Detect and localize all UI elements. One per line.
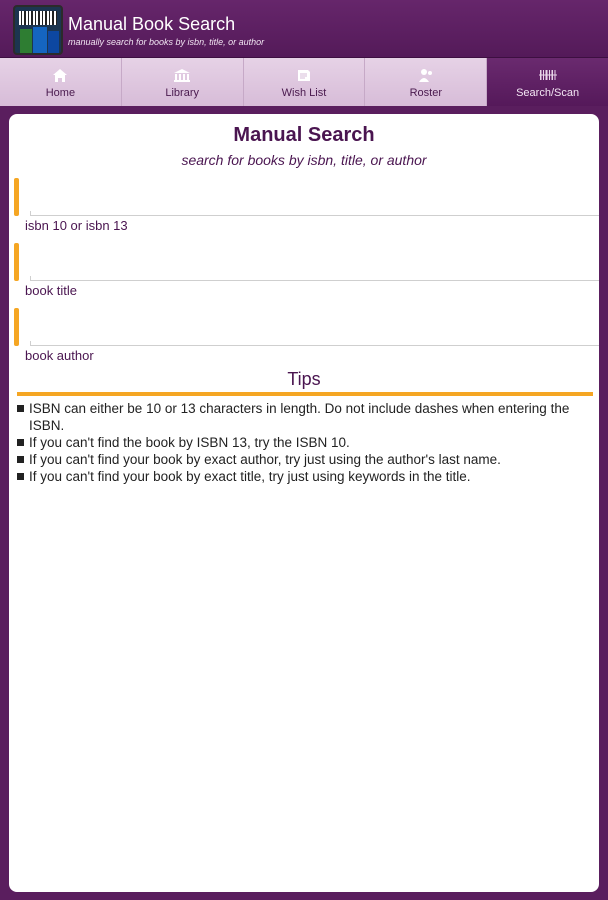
wishlist-icon <box>295 67 313 83</box>
tab-label-search-scan: Search/Scan <box>516 87 580 99</box>
isbn-field <box>14 178 599 218</box>
page-subtitle: search for books by isbn, title, or author <box>181 152 427 168</box>
tip-item: If you can't find the book by ISBN 13, try the ISBN 10. <box>17 434 593 451</box>
tip-item: If you can't find your book by exact title, try just using keywords in the title. <box>17 468 593 485</box>
title-bar <box>0 0 608 58</box>
isbn-input[interactable] <box>30 182 595 210</box>
tab-home[interactable] <box>0 58 122 106</box>
tips-divider <box>17 392 593 396</box>
isbn-label: isbn 10 or isbn 13 <box>25 218 128 233</box>
barcode-books-icon[interactable] <box>13 5 63 55</box>
author-field <box>14 308 599 348</box>
tab-library[interactable] <box>122 58 244 106</box>
book-author-label: book author <box>25 348 94 363</box>
tab-wish-list[interactable] <box>244 58 366 106</box>
tips-list <box>17 400 593 485</box>
tip-item: ISBN can either be 10 or 13 characters in length. Do not include dashes when entering the ISBN. <box>17 400 593 434</box>
book-title-label: book title <box>25 283 78 298</box>
page-title: Manual Search <box>233 124 375 146</box>
roster-icon <box>417 67 435 83</box>
tab-label-library: Library <box>165 87 199 99</box>
tab-search-scan[interactable] <box>487 58 608 106</box>
app-title: Manual Book Search <box>68 14 236 34</box>
barcode-icon <box>539 67 557 83</box>
tip-item: If you can't find your book by exact author, try just using the author's last name. <box>17 451 593 468</box>
tab-label-wish-list: Wish List <box>281 87 327 99</box>
app-subtitle: manually search for books by isbn, title, or author <box>68 37 265 47</box>
tab-bar <box>0 58 608 106</box>
book-title-input[interactable] <box>30 247 595 275</box>
bullet-icon <box>17 456 24 463</box>
home-icon <box>51 67 69 83</box>
manual-search-panel <box>7 112 601 894</box>
bullet-icon <box>17 439 24 446</box>
library-icon <box>173 67 191 83</box>
tab-roster[interactable] <box>365 58 487 106</box>
tips-heading: Tips <box>287 369 321 389</box>
bullet-icon <box>17 473 24 480</box>
bullet-icon <box>17 405 24 412</box>
tab-label-home: Home <box>45 87 76 99</box>
book-author-input[interactable] <box>30 312 595 340</box>
title-field <box>14 243 599 283</box>
tab-label-roster: Roster <box>409 87 442 99</box>
